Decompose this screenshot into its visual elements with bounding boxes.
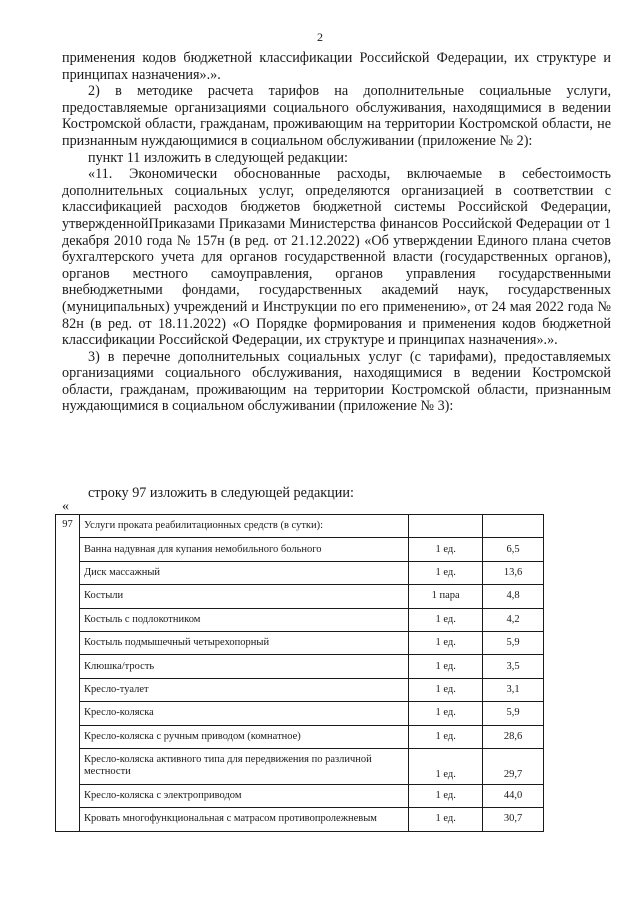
unit-cell: 1 ед. — [409, 608, 483, 631]
price-cell: 5,9 — [483, 702, 544, 725]
service-name-cell: Костыль подмышечный четырехопорный — [79, 631, 408, 654]
price-cell: 3,1 — [483, 678, 544, 701]
service-name-cell: Кресло-коляска — [79, 702, 408, 725]
unit-cell: 1 ед. — [409, 678, 483, 701]
price-cell: 29,7 — [483, 748, 544, 784]
paragraph-continuation: применения кодов бюджетной классификации Российской Федерации, их структуре и принципах назначения».». — [62, 50, 611, 83]
table-row — [56, 748, 544, 784]
table-row — [56, 631, 544, 654]
unit-cell: 1 ед. — [409, 748, 483, 784]
price-cell: 3,5 — [483, 655, 544, 678]
table-row — [56, 725, 544, 748]
price-cell: 44,0 — [483, 784, 544, 807]
page-number: 2 — [317, 30, 323, 44]
unit-cell: 1 ед. — [409, 538, 483, 561]
header-price-cell — [483, 515, 544, 538]
service-name-cell: Кресло-коляска активного типа для передвижения по различной местности — [79, 748, 408, 784]
table-row — [56, 585, 544, 608]
unit-cell: 1 пара — [409, 585, 483, 608]
services-rate-table — [55, 514, 544, 832]
price-cell: 6,5 — [483, 538, 544, 561]
price-cell: 4,2 — [483, 608, 544, 631]
row-number-cell: 97 — [56, 515, 80, 832]
unit-cell: 1 ед. — [409, 702, 483, 725]
unit-cell: 1 ед. — [409, 655, 483, 678]
table-lead-line: строку 97 изложить в следующей редакции: — [88, 485, 354, 501]
table-row — [56, 784, 544, 807]
price-cell: 5,9 — [483, 631, 544, 654]
paragraph-item-2: 2) в методике расчета тарифов на дополнительные социальные услуги, предоставляемые организациями социального обслуживания, находящимися в ведении Костромской области, гражданам, проживающим на территории Костромской области, не признанным нуждающимися в социальном обслуживании (приложение № 2): — [62, 83, 611, 149]
service-name-cell: Кресло-коляска с ручным приводом (комнатное) — [79, 725, 408, 748]
table-header-row — [56, 515, 544, 538]
table-row — [56, 561, 544, 584]
unit-cell: 1 ед. — [409, 784, 483, 807]
table-row — [56, 655, 544, 678]
opening-quote-mark: « — [62, 499, 69, 514]
body-text — [62, 50, 611, 415]
service-name-cell: Кресло-коляска с электроприводом — [79, 784, 408, 807]
unit-cell: 1 ед. — [409, 561, 483, 584]
service-name-cell: Кресло-туалет — [79, 678, 408, 701]
unit-cell: 1 ед. — [409, 631, 483, 654]
table-row — [56, 702, 544, 725]
price-cell: 13,6 — [483, 561, 544, 584]
paragraph-item-3: 3) в перечне дополнительных социальных услуг (с тарифами), предоставляемых организациями социального обслуживания, находящимися в ведении Костромской области, гражданам, проживающим на территории Костромской области, признанным нуждающимися в социальном обслуживании (приложение № 3): — [62, 348, 611, 415]
price-cell: 4,8 — [483, 585, 544, 608]
unit-cell: 1 ед. — [409, 808, 483, 831]
service-name-cell: Клюшка/трость — [79, 655, 408, 678]
service-name-cell: Ванна надувная для купания немобильного больного — [79, 538, 408, 561]
service-name-cell: Костыли — [79, 585, 408, 608]
table-row — [56, 538, 544, 561]
table-row — [56, 608, 544, 631]
table-row — [56, 808, 544, 831]
price-cell: 30,7 — [483, 808, 544, 831]
unit-cell: 1 ед. — [409, 725, 483, 748]
header-unit-cell — [409, 515, 483, 538]
table-row — [56, 678, 544, 701]
service-name-cell: Костыль с подлокотником — [79, 608, 408, 631]
price-cell: 28,6 — [483, 725, 544, 748]
service-group-title: Услуги проката реабилитационных средств (в сутки): — [79, 515, 408, 538]
service-name-cell: Кровать многофункциональная с матрасом противопролежневым — [79, 808, 408, 831]
paragraph-point-11: пункт 11 изложить в следующей редакции: — [88, 149, 348, 166]
paragraph-point-11-text: «11. Экономически обоснованные расходы, включаемые в себестоимость дополнительных социальных услуг, определяются организацией в соответствии с классификацией расходов бюджетов бюджетной системы Российской Федерации, утвержденнойПриказами Приказами Министерства финансов Российской Федерации от 1 декабря 2010 года № 157н (в ред. от 21.12.2022) «Об утверждении Единого плана счетов бухгалтерского учета для органов государственной власти (государственных органов), органов местного самоуправления, органов управления государственными внебюджетными фондами, государственных академий наук, государственных (муниципальных) учреждений и Инструкции по его применению», от 24 мая 2022 года № 82н (в ред. от 18.11.2022) «О Порядке формирования и применения кодов бюджетной классификации Российской Федерации, их структуре и принципах назначения».». — [62, 166, 611, 349]
service-name-cell: Диск массажный — [79, 561, 408, 584]
